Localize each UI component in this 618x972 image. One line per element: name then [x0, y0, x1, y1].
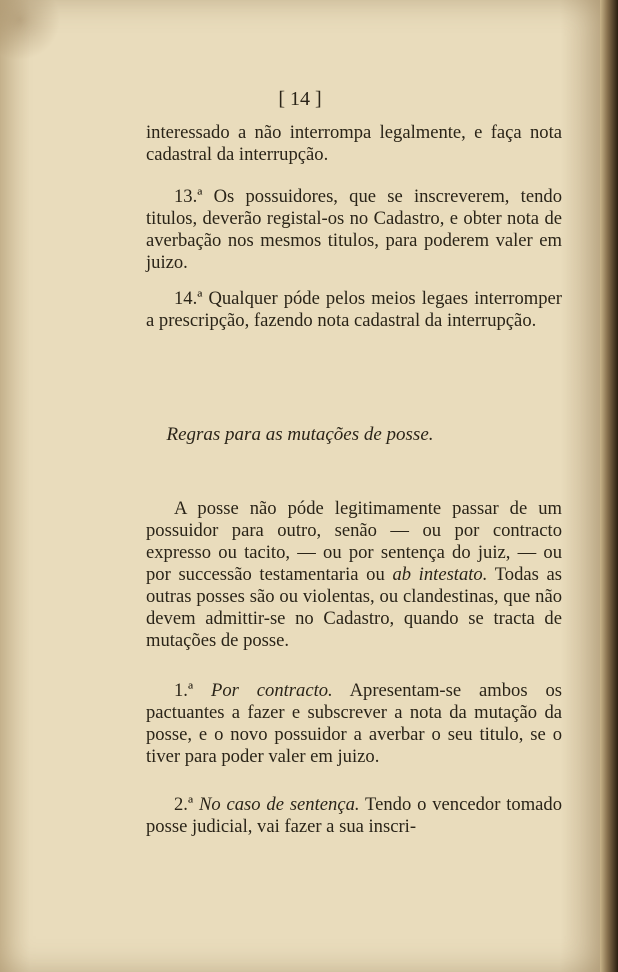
item-14-text: Qualquer póde pelos meios legaes interromper a prescripção, fazendo nota cadastral da interrupção.: [146, 288, 562, 331]
rule-2-paragraph: [146, 794, 562, 838]
item-14-paragraph: [146, 288, 562, 332]
item-13-number: 13.ª: [174, 186, 203, 207]
intro-text-start: A posse não póde legitimamente passar de um possuidor para outro, senão — ou por contracto expresso ou tacito, — ou por sentença do juiz, — ou por successão testamentaria ou: [146, 498, 562, 585]
intro-text-end: Todas as outras posses são ou violentas, ou clandestinas, que não devem admittir-se no Cadastro, quando se tracta de mutações de posse.: [146, 564, 563, 651]
page-number: [ 14 ]: [278, 88, 322, 110]
section-title: Regras para as mutações de posse.: [166, 424, 434, 445]
intro-latin-phrase: ab intestato.: [392, 564, 488, 585]
continuation-text: interessado a não interrompa legalmente, e faça nota cadastral da interrupção.: [146, 122, 562, 165]
rule-2-title: No caso de sentença.: [198, 794, 360, 815]
rule-1-title: Por contracto.: [210, 680, 333, 701]
continuation-paragraph: [146, 122, 562, 166]
item-13-paragraph: [146, 186, 562, 274]
intro-paragraph: [146, 498, 562, 652]
rule-2-number: 2.ª: [174, 794, 194, 815]
item-13-text: Os possuidores, que se inscreverem, tendo titulos, deverão registal-os no Cadastro, e obter nota de averbação nos mesmos titulos, para poderem valer em juizo.: [146, 186, 562, 273]
rule-2-text: Tendo o vencedor tomado posse judicial, vai fazer a sua inscri-: [146, 794, 563, 837]
item-14-number: 14.ª: [174, 288, 203, 309]
book-spine-edge: [600, 0, 618, 972]
rule-1-number: 1.ª: [174, 680, 194, 701]
rule-1-paragraph: [146, 680, 562, 768]
rule-1-text: Apresentam-se ambos os pactuantes a fazer e subscrever a nota da mutação da posse, e o novo possuidor a averbar o seu titulo, se o tiver para poder valer em juizo.: [146, 680, 562, 767]
